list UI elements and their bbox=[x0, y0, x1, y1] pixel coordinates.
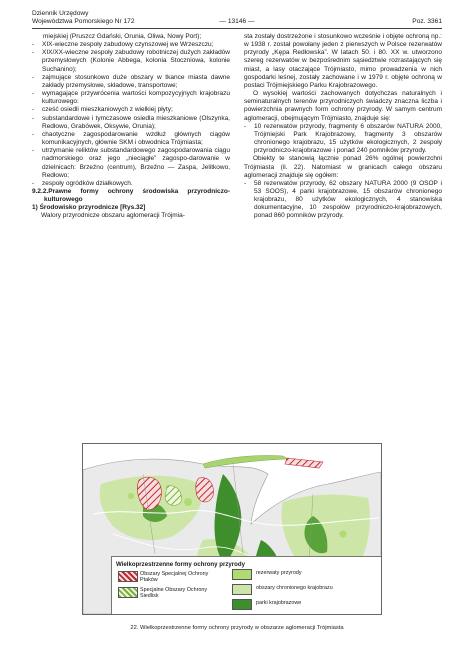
journal-title: Dziennik Urzędowy bbox=[32, 10, 89, 17]
nature-reserve bbox=[340, 531, 347, 538]
list-item: - chaotyczne zagospodarowanie wzdłuż głównych ciągów komunikacyjnych, głównie SKM i obwodnica Trójmiasta; bbox=[32, 130, 230, 147]
left-column bbox=[32, 33, 230, 221]
subsection-heading: 1) Środowisko przyrodnicze [Rys.32] bbox=[32, 204, 146, 212]
protected-areas-map bbox=[82, 443, 382, 615]
right-column bbox=[244, 33, 442, 221]
journal-province: Województwa Pomorskiego Nr 172 bbox=[32, 18, 135, 26]
list-item-text: wymagające przywrócenia wartości kompozycyjnych krajobrazu kulturowego: bbox=[42, 90, 230, 106]
legend-swatch-soos bbox=[118, 587, 138, 598]
map-legend bbox=[111, 556, 382, 614]
list-item-text: zespoły ogródków działkowych. bbox=[42, 179, 133, 187]
nature-reserve bbox=[128, 493, 134, 499]
paragraph: O wysokiej wartości zachowanych dotychczas naturalnych i seminaturalnych terenów przyrodniczych świadczy znaczna liczba i powierzchnia prawnych form ochrony przyrody. W samym centrum aglomeracji, obejmującym Trójmiasto, znajduje się: bbox=[244, 90, 442, 122]
page-number: — 13146 — bbox=[219, 18, 255, 26]
legend-label: Obszary Specjalnej Ochrony Ptaków bbox=[140, 571, 209, 584]
list-item-continuation: miejskiej (Pruszcz Gdański, Orunia, Oliwa, Nowy Port); bbox=[43, 33, 202, 40]
legend-swatch-reserve bbox=[232, 569, 252, 580]
nature-reserve bbox=[184, 498, 192, 506]
list-item-text: cześć osiedli mieszkaniowych z wielkiej płyty; bbox=[42, 106, 173, 114]
legend-swatch-osop bbox=[118, 571, 138, 582]
list-item: - substandardowe i tymczasowe osiedla mieszkaniowe (Olszynka, Redłowo, Grabówek, Oksywie, Orunia); bbox=[32, 114, 230, 130]
legend-swatch-landscape bbox=[232, 584, 252, 595]
list-item-text: XIX-wieczne zespoły zabudowy czynszowej we Wrzeszczu; bbox=[42, 41, 214, 49]
list-item: - 58 rezerwatów przyrody, 62 obszary NATURA 2000 (9 OSOP i 53 SOOS), 4 parki krajobrazowe, 15 obszarów chronionego krajobrazu, 80 użytków ekologicznych, 4 stanowiska dokumentacyjne, 10 zespołów przyrodniczo-krajobrazowych, ponad 860 pomników przyrody. bbox=[244, 179, 442, 220]
list-item: - wymagające przywrócenia wartości kompozycyjnych krajobrazu kulturowego: bbox=[32, 90, 230, 106]
list-item: - 10 rezerwatów przyrody, fragmenty 6 obszarów NATURA 2000, Trójmiejski Park Krajobrazowy, fragmenty 3 obszarów chronionego krajobrazu, 15 użytków ekologicznych, 2 zespoły przyrodniczo-krajobrazowe i ponad 240 pomników przyrody. bbox=[244, 122, 442, 155]
list-item-text: zajmujące stosunkowo duże obszary w tkance miasta dawne zakłady przemysłowe, składowe, transportowe; bbox=[42, 73, 230, 89]
list-item: - zespoły ogródków działkowych. bbox=[32, 179, 133, 187]
legend-title: Wielkoprzestrzenne formy ochrony przyrody bbox=[116, 561, 245, 568]
legend-swatch-park bbox=[232, 599, 252, 610]
header-rule bbox=[32, 28, 442, 29]
position-number: Poz. 3361 bbox=[412, 18, 442, 26]
section-heading: 9.2.2.Prawne formy ochrony środowiska przyrodniczo-kulturowego bbox=[32, 187, 230, 204]
legend-label: rezerwaty przyrody bbox=[256, 570, 302, 576]
list-item: - XIX-wieczne zespoły zabudowy czynszowej we Wrzeszczu; bbox=[32, 41, 214, 49]
legend-label: Specjalne Obszary Ochrony Siedlisk bbox=[140, 587, 208, 600]
paragraph: sta zostały dostrzeżone i stosunkowo wcześnie i objęte ochroną np.: w 1938 r. został powołany jeden z pierwszych w Polsce rezerwatów przyrody „Kępa Redłowska”. W latach 50. i 80. XX w. utworzono szereg rezerwatów w bezpośrednim sąsiedztwie rozrastających się miast, a lasy otaczające Trójmiasto, mimo prowadzenia w nich gospodarki leśnej, zostały zachowane i w 1979 r. objęte ochroną w postaci Trójmiejskiego Parku Krajobrazowego. bbox=[244, 33, 442, 89]
list-item-text: XIX/XX-wieczne zespoły zabudowy robotniczej dużych zakładów przemysłowych (Kolonie Abbega, kolonia Stoczniowa, kolonie Suchanino); bbox=[42, 49, 230, 73]
list-item-text: utrzymanie reliktów substandardowego zagospodarowania ciągu nadmorskiego oraz jego „nieciągłe” zagospo-darowanie w dzielnicach: Brzeźno (centrum), Brzeźno — Zaspa, Jelitkowo, Redłowo; bbox=[42, 147, 230, 179]
list-item-text: 10 rezerwatów przyrody, fragmenty 6 obszarów NATURA 2000, Trójmiejski Park Krajobrazowy, fragmenty 3 obszarów chronionego krajobrazu, 15 użytków ekologicznych, 2 zespoły przyrodniczo-krajobrazowe i ponad 240 pomników przyrody. bbox=[254, 122, 442, 155]
intro-paragraph: Walory przyrodnicze obszaru aglomeracji Trójmia- bbox=[41, 212, 185, 220]
list-item: - XIX/XX-wieczne zespoły zabudowy robotniczej dużych zakładów przemysłowych (Kolonie Abbega, kolonia Stoczniowa, kolonie Suchanino); bbox=[32, 49, 230, 73]
legend-label: parki krajobrazowe bbox=[256, 600, 302, 606]
legend-label: obszary chronionego krajobrazu bbox=[256, 585, 333, 591]
list-item-text: substandardowe i tymczasowe osiedla mieszkaniowe (Olszynka, Redłowo, Grabówek, Oksywie, Orunia); bbox=[42, 114, 230, 130]
list-item: - cześć osiedli mieszkaniowych z wielkiej płyty; bbox=[32, 106, 173, 114]
figure-caption: 22. Wielkoprzestrzenne formy ochrony przyrody w obszarze aglomeracji Trójmiasta bbox=[130, 625, 344, 631]
list-item: - zajmujące stosunkowo duże obszary w tkance miasta dawne zakłady przemysłowe, składowe, transportowe; bbox=[32, 73, 230, 89]
list-item: - utrzymanie reliktów substandardowego zagospodarowania ciągu nadmorskiego oraz jego „nieciągłe” zagospo-darowanie w dzielnicach: Brzeźno (centrum), Brzeźno — Zaspa, Jelitkowo, Redłowo; bbox=[32, 147, 230, 179]
list-item-text: chaotyczne zagospodarowanie wzdłuż głównych ciągów komunikacyjnych, głównie SKM i obwodnica Trójmiasta; bbox=[42, 130, 230, 147]
paragraph: Obiekty te stanowią łącznie ponad 26% ogólnej powierzchni Trójmiasta (il. 22). Natomiast w granicach całego obszaru aglomeracji znajduje się ogółem: bbox=[244, 155, 442, 179]
list-item-text: 58 rezerwatów przyrody, 62 obszary NATURA 2000 (9 OSOP i 53 SOOS), 4 parki krajobrazowe, 15 obszarów chronionego krajobrazu, 80 użytków ekologicznych, 4 stanowiska dokumentacyjne, 10 zespołów przyrodniczo-krajobrazowych, ponad 860 pomników przyrody. bbox=[254, 179, 442, 220]
